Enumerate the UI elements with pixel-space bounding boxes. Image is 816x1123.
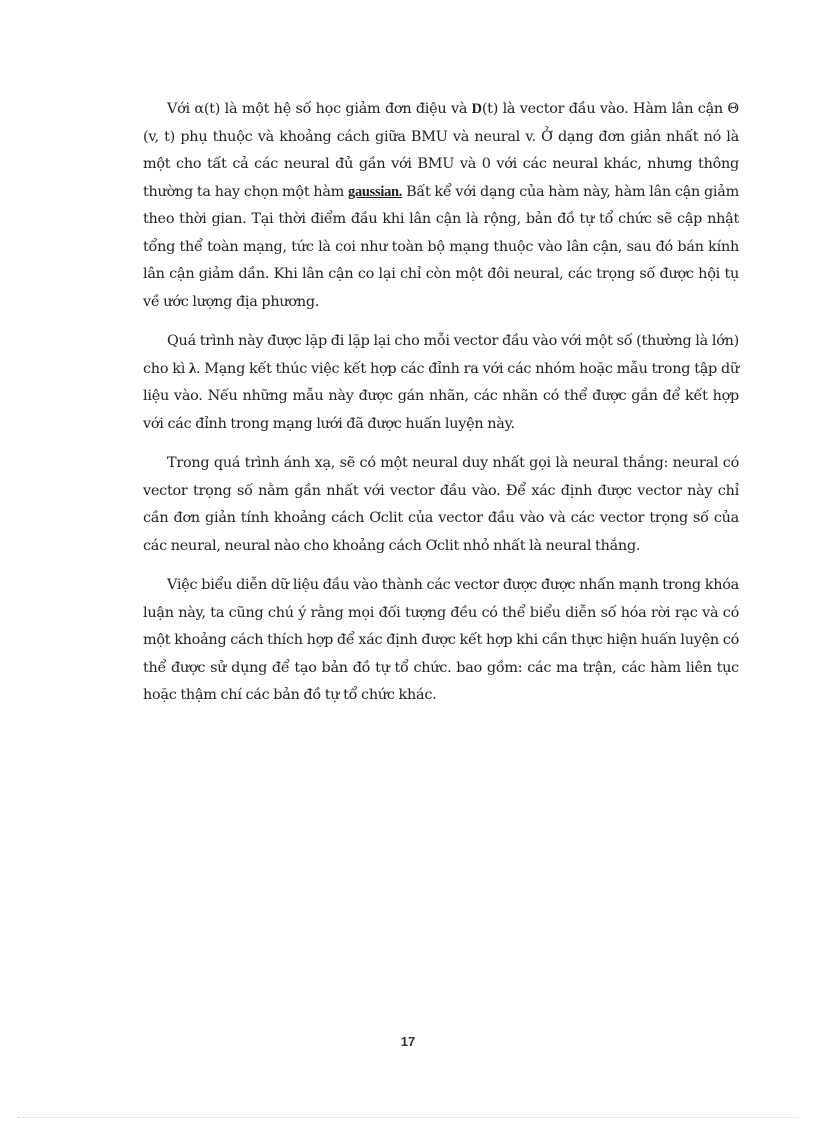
paragraph-2-text-1: Quá trình này được lặp đi lặp lại cho mỗi vector đầu vào với một số (thường là lớn) cho kì	[143, 333, 739, 377]
paragraph-1-text-2: (t) là vector đầu vào. Hàm lân cận Θ (v, t) phụ thuộc và khoảng cách giữa BMU và neural v. Ở dạng đơn giản nhất nó là một cho tất cả các neural đủ gần với BMU và 0 với các neural khác, nhưng thông thường ta hay chọn một hàm	[143, 101, 739, 200]
paragraph-3-text-1: Trong quá trình ánh xạ, sẽ có một neural duy nhất gọi là neural thắng: neural có vector trọng số nằm gần nhất với vector đầu vào. Để xác định được vector này chỉ cần đơn giản tính khoảng cách Ơclit của vector đầu vào và các vector trọng số của các neural, neural nào cho khoảng cách Ơclit nhỏ nhất là neural thắng.	[143, 455, 739, 554]
body-text	[143, 96, 739, 722]
paragraph-1	[143, 96, 739, 316]
paragraph-1-text-1: Với α(t) là một hệ số học giảm đơn điệu và	[167, 101, 472, 117]
page-bottom-divider	[18, 1117, 798, 1118]
lambda-symbol: λ	[189, 360, 196, 377]
page-number: 17	[400, 1034, 416, 1049]
gaussian-term: gaussian.	[348, 183, 403, 200]
paragraph-2	[143, 328, 739, 438]
paragraph-1-text-3: Bất kể với dạng của hàm này, hàm lân cận giảm theo thời gian. Tại thời điểm đầu khi lân cận là rộng, bản đồ tự tổ chức sẽ cập nhật tổng thể toàn mạng, tức là coi như toàn bộ mạng thuộc vào lân cận, sau đó bán kính lân cận giảm dần. Khi lân cận co lại chỉ còn một đôi neural, các trọng số được hội tụ về ước lượng địa phương.	[143, 183, 739, 310]
paragraph-4	[143, 572, 739, 710]
paragraph-3	[143, 450, 739, 560]
paragraph-2-text-2: . Mạng kết thúc việc kết hợp các đỉnh ra với các nhóm hoặc mẫu trong tập dữ liệu vào. Nếu những mẫu này được gán nhãn, các nhãn có thể được gắn để kết hợp với các đỉnh trong mạng lưới đã được huấn luyện này.	[143, 360, 739, 432]
vector-d-symbol: D	[471, 101, 482, 117]
paragraph-4-text-1: Việc biểu diễn dữ liệu đầu vào thành các vector được được nhấn mạnh trong khóa luận này, ta cũng chú ý rằng mọi đối tượng đều có thể biểu diễn số hóa rời rạc và có một khoảng cách thích hợp để xác định được kết hợp khi cần thực hiện huấn luyện có thể được sử dụng để tạo bản đồ tự tổ chức. bao gồm: các ma trận, các hàm liên tục hoặc thậm chí các bản đồ tự tổ chức khác.	[143, 577, 739, 703]
